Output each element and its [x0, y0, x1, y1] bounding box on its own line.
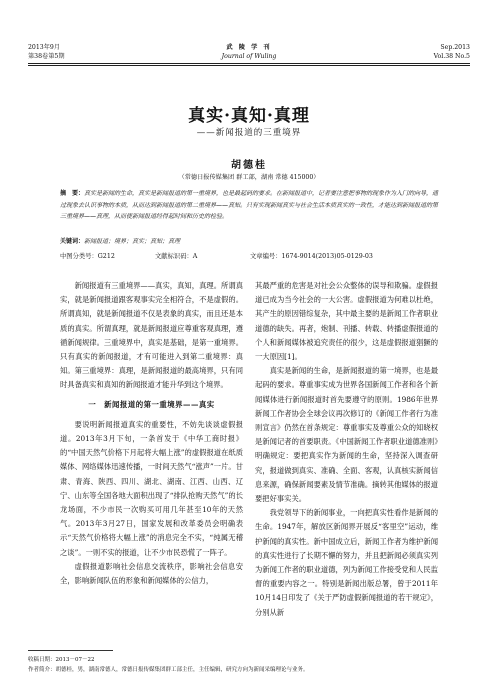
body-paragraph: 真实是新闻的生命，是新闻报道的第一境界，也是最起码的要求。尊重事实成为世界各国新闻工作者和各个新闻媒体进行新闻报道时首先要遵守的原则。1986年世界新闻工作者协会全球会议再次修订的《新闻工作者行为准则宣言》仍然在首条规定：尊重事实及尊重公众的知晓权是新闻记者的首要职责。《中国新闻工作者职业道德准则》明确规定：要把真实作为新闻的生命，坚持深入调查研究，报道做到真实、准确、全面、客观，认真核实新闻信息来源，确保新闻要素及情节准确。摘转其他媒体的报道要把好事实关。: [255, 366, 438, 504]
issue-date-en: Sep.2013: [440, 44, 470, 51]
body-paragraph: 要说明新闻报道真实的重要性，不妨先谈谈虚假报道。2013年3月下旬，一条首发于《中华工商时报》的“中国天然气价格下月起将大幅上涨”的虚假报道在纸质媒体、网络媒体迅速传播，一时间天然气“涨声”一片。甘肃、青海、陕西、四川、湖北、湖南、江西、山西、辽宁、山东等全国各地大面积出现了“排队抢购天然气”的长龙场面，不少市民一次购买可用几年甚至10年的天然气。2013年3月27日，国家发展和改革委员会明确表示“天然气价格将大幅上涨”的消息完全不实，“纯属无稽之谈”。一则不实的报道，让不少市民恐慌了一阵子。: [60, 419, 243, 557]
body-paragraph: 虚假报道影响社会信息交流秩序，影响社会信息安全，影响新闻队伍的形象和新闻媒体的公信力，: [60, 561, 243, 586]
received-date: 收稿日期：2013－07－22: [28, 657, 95, 663]
body-column-left: [60, 279, 243, 588]
article-title: 真实·真知·真理: [188, 106, 310, 126]
body-paragraph: 其最严重的危害是对社会公众整体的误导和欺骗。虚假报道已成为当今社会的一大公害。虚假报道为何难以杜绝，其产生的原因错综复杂，其中最主要的是新闻工作者职业道德的缺失。再者，炮制、刊播、转载、转播虚假报道的个人和新闻媒体被追究责任的很少，这是虚假报道猖獗的一大原因[1]。: [255, 281, 438, 362]
issue-date: 2013年9月: [28, 44, 61, 51]
author-name: 胡德桂: [231, 160, 267, 171]
journal-name: [28, 44, 470, 61]
journal-name-en: Journal of Wuling: [221, 52, 277, 60]
author-bio: 作者简介：胡德桂，男，湖南常德人，常德日报传媒集团群工部主任，主任编辑，研究方向为新闻采编理论与业务。: [28, 667, 309, 673]
keywords-label: 关键词：: [60, 238, 85, 245]
journal-name-cn: 武 陵 学 刊: [226, 44, 272, 51]
header-rule-thin: [28, 65, 470, 66]
issue-volume-en: Vol.38 No.5: [433, 52, 470, 60]
keywords: [60, 236, 440, 245]
body-paragraph: 新闻报道有三重境界——真实，真知，真理。所谓真实，就是新闻报道跟客观事实完全相符合，不是虚假的。所谓真知，就是新闻报道不仅是表象的真实，而且还是本质的真实。所谓真理，就是新闻报道应尊重客观真理，遵循新闻规律。三重境界中，真实是基础，是第一重境界。只有真实的新闻报道，才有可能进入到第二重境界：真知。第三重境界：真理，是新闻报道的最高境界，只有同时具备真实和真知的新闻报道才能升华到这个境界。: [60, 281, 243, 390]
abstract-text: 真实是新闻的生命，真实是新闻报道的第一重境界，也是最起码的要求。在新闻报道中，记者要注意把事物的现象作为入门的向导，通过现象去认识事物的本质，从而达到新闻报道的第二重境界——真知。只有实现新闻真实与社会生活本质真实的一致性，才能达到新闻报道的第三重境界——真理，从而使新闻报道经得起时间和历史的检验。: [60, 190, 439, 220]
body-column-right: [255, 279, 438, 620]
author-affiliation: （常德日报传媒集团 群工部，湖南 常德 415000）: [178, 174, 320, 181]
issue-volume: 第38卷第5期: [28, 52, 65, 60]
document-code: 文献标识码：A: [155, 253, 198, 260]
header-rule-thick: [28, 63, 470, 64]
abstract: [60, 188, 440, 223]
keywords-text: 新闻报道；境界；真实；真知；真理: [84, 238, 181, 245]
footnote: [28, 655, 470, 675]
body-paragraph: 我党领导下的新闻事业，一向把真实性看作是新闻的生命。1947年，解放区新闻界开展反“客里空”运动，维护新闻的真实性。新中国成立后，新闻工作者为维护新闻的真实性进行了长期不懈的努力，并且把新闻必须真实列为新闻工作者的职业道德，列为新闻工作接受党和人民监督的重要内容之一。特别是新闻出版总署，曾于2011年10月14日印发了《关于严防虚假新闻报道的若干规定》，分别从新: [255, 508, 438, 617]
issue-info-en: [434, 44, 470, 61]
abstract-label: 摘 要：: [60, 190, 85, 197]
section-heading: 一 新闻报道的第一重境界——真实: [88, 399, 215, 409]
article-number: 文章编号：1674-9014(2013)05-0129-03: [250, 253, 373, 260]
footnote-rule: [28, 650, 113, 651]
clc-number: 中图分类号：G212: [60, 253, 115, 260]
article-subtitle: ——新闻报道的三重境界: [196, 128, 302, 138]
